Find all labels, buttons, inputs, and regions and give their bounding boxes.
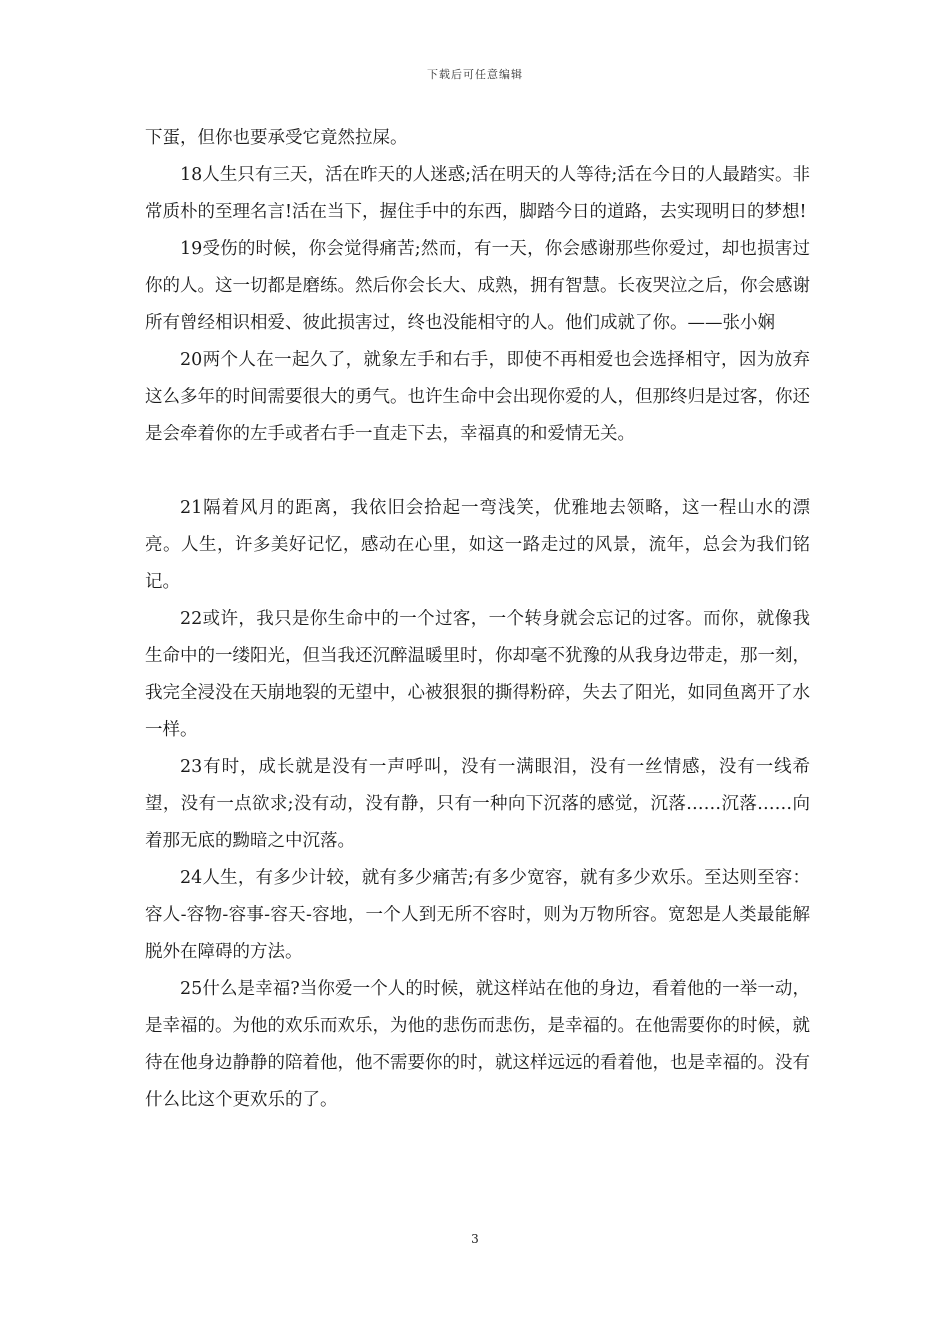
paragraph-20: 20两个人在一起久了，就象左手和右手，即使不再相爱也会选择相守，因为放弃这么多年的时间需要很大的勇气。也许生命中会出现你爱的人，但那终归是过客，你还是会牵着你的左手或者右手一直走下去，幸福真的和爱情无关。	[145, 350, 810, 444]
page-header: 下载后可任意编辑	[427, 68, 523, 81]
page-number: 3	[471, 1232, 479, 1246]
paragraph-18: 18人生只有三天，活在昨天的人迷惑;活在明天的人等待;活在今日的人最踏实。非常质朴的至理名言!活在当下，握住手中的东西，脚踏今日的道路，去实现明日的梦想!	[145, 165, 810, 222]
paragraph-24: 24人生，有多少计较，就有多少痛苦;有多少宽容，就有多少欢乐。至达则至容：容人-容物-容事-容天-容地，一个人到无所不容时，则为万物所容。宽恕是人类最能解脱外在障碍的方法。	[145, 868, 810, 962]
document-body	[145, 120, 810, 1119]
paragraph-22: 22或许，我只是你生命中的一个过客，一个转身就会忘记的过客。而你，就像我生命中的一缕阳光，但当我还沉醉温暖里时，你却毫不犹豫的从我身边带走，那一刻，我完全浸没在天崩地裂的无望中，心被狠狠的撕得粉碎，失去了阳光，如同鱼离开了水一样。	[145, 609, 810, 740]
paragraph-23: 23有时，成长就是没有一声呼叫，没有一满眼泪，没有一丝情感，没有一线希望，没有一点欲求;没有动，没有静，只有一种向下沉落的感觉，沉落……沉落……向着那无底的黝暗之中沉落。	[145, 757, 810, 851]
paragraph-21: 21隔着风月的距离，我依旧会拾起一弯浅笑，优雅地去领略，这一程山水的漂亮。人生，许多美好记忆，感动在心里，如这一路走过的风景，流年，总会为我们铭记。	[145, 498, 810, 592]
blank-line	[145, 453, 810, 490]
paragraph-25: 25什么是幸福?当你爱一个人的时候，就这样站在他的身边，看着他的一举一动，是幸福的。为他的欢乐而欢乐，为他的悲伤而悲伤，是幸福的。在他需要你的时候，就待在他身边静静的陪着他，他不需要你的时，就这样远远的看着他，也是幸福的。没有什么比这个更欢乐的了。	[145, 979, 810, 1110]
paragraph-continuation: 下蛋，但你也要承受它竟然拉屎。	[145, 128, 408, 148]
paragraph-19: 19受伤的时候，你会觉得痛苦;然而，有一天，你会感谢那些你爱过，却也损害过你的人。这一切都是磨练。然后你会长大、成熟，拥有智慧。长夜哭泣之后，你会感谢所有曾经相识相爱、彼此损害过，终也没能相守的人。他们成就了你。——张小娴	[145, 239, 810, 333]
